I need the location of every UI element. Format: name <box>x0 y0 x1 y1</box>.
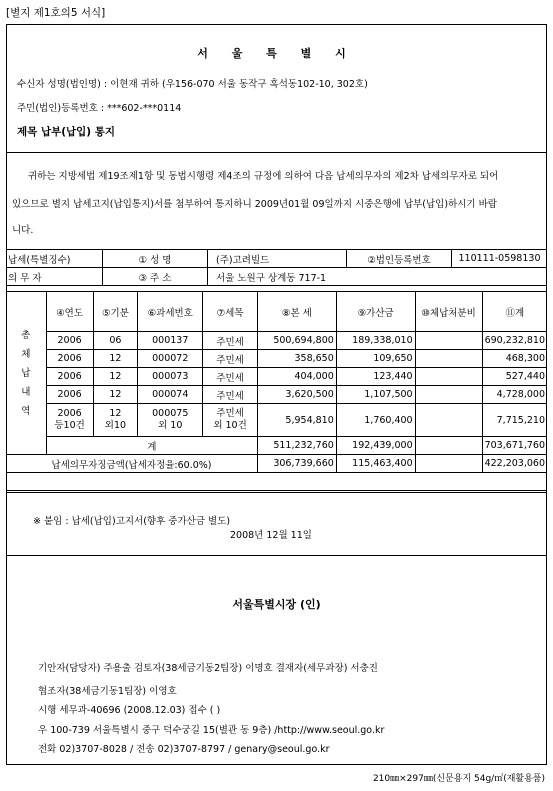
cell-fee <box>415 350 482 368</box>
address-label: ③ 주 소 <box>103 268 208 286</box>
cell-term: 12 <box>93 368 138 386</box>
address-value: 서울 노원구 상계동 717-1 <box>208 268 548 286</box>
col-header: ⑩체납처분비 <box>415 292 482 332</box>
cell-number: 000074 <box>138 386 203 404</box>
cell-term: 12 <box>93 350 138 368</box>
cell-base: 500,694,800 <box>257 332 336 350</box>
taxpayer-table <box>6 249 547 286</box>
side-char: 체 <box>21 348 31 360</box>
sum-fee <box>415 437 482 455</box>
cell-total: 690,232,810 <box>482 332 547 350</box>
cell-fee <box>415 332 482 350</box>
cell-number: 000072 <box>138 350 203 368</box>
number-line: 000075 <box>152 408 189 419</box>
table-row <box>6 386 547 404</box>
cell-item: 주민세 <box>203 332 258 350</box>
cell-base: 358,650 <box>257 350 336 368</box>
paper-spec: 210㎜×297㎜(신문용지 54g/㎡(재활용품) <box>372 774 545 784</box>
col-header: ⑨가산금 <box>336 292 415 332</box>
side-char: 역 <box>21 405 31 417</box>
sum-total: 703,671,760 <box>482 437 547 455</box>
issuer-signature: 서울특별시장 (인) <box>232 598 321 611</box>
taxpayer-label-1: 납세(특별징수) <box>6 250 103 268</box>
corp-number-label: ②법인등록번호 <box>347 250 452 268</box>
cell-year: 2006 <box>46 332 93 350</box>
cell-fee <box>415 404 482 437</box>
col-header: ⑦세목 <box>203 292 258 332</box>
col-header: ⑥과세번호 <box>138 292 203 332</box>
cell-year <box>46 404 93 437</box>
year-line: 2006 <box>57 408 82 419</box>
col-header: ⑤기분 <box>93 292 138 332</box>
side-char: 납 <box>21 367 31 379</box>
issue-date: 2008년 12월 11일 <box>230 530 312 541</box>
form-label: [별지 제1호의5 서식] <box>6 7 106 19</box>
divider <box>6 555 547 556</box>
attachment-note: ※ 붙임 : 납세(납입)고지서(향후 중가산금 별도) <box>33 516 231 527</box>
sum-base: 511,232,760 <box>257 437 336 455</box>
cell-term: 06 <box>93 332 138 350</box>
side-char: 내 <box>21 386 31 398</box>
cell-year: 2006 <box>46 350 93 368</box>
number-line: 외 10 <box>158 420 183 431</box>
cell-total: 527,440 <box>482 368 547 386</box>
cell-year: 2006 <box>46 386 93 404</box>
term-line: 12 <box>109 408 122 419</box>
cell-add: 1,107,500 <box>336 386 415 404</box>
issuer-title: 서 울 특 별 시 <box>197 47 356 60</box>
col-header: ⑪계 <box>482 292 547 332</box>
body-text-3: 니다. <box>12 225 34 236</box>
cell-item <box>203 404 258 437</box>
footer-line-1: 기안자(담당자) 주용출 검토자(38세금기동2팀장) 이명호 결재자(세무과장) 서충진 <box>38 663 378 674</box>
name-label: ① 성 명 <box>103 250 208 268</box>
cell-add: 189,338,010 <box>336 332 415 350</box>
taxpayer-label-2: 의 무 자 <box>6 268 103 286</box>
cell-number <box>138 404 203 437</box>
cell-add: 123,440 <box>336 368 415 386</box>
item-line: 주민세 <box>216 408 244 419</box>
table-row <box>6 350 547 368</box>
sum-row <box>6 437 547 455</box>
due-add: 115,463,400 <box>336 455 415 473</box>
cell-item: 주민세 <box>203 368 258 386</box>
cell-total: 7,715,210 <box>482 404 547 437</box>
table-row <box>6 404 547 437</box>
footer-line-4: 우 100-739 서울특별시 중구 덕수궁길 15(별관 동 9층) /http://www.seoul.go.kr <box>38 725 385 736</box>
side-label <box>6 292 46 455</box>
footer-line-2: 협조자(38세금기동1팀장) 이영호 <box>38 686 177 697</box>
term-line: 외10 <box>104 420 127 431</box>
cell-term <box>93 404 138 437</box>
col-header: ④연도 <box>46 292 93 332</box>
cell-number: 000137 <box>138 332 203 350</box>
double-divider <box>6 490 547 493</box>
cell-fee <box>415 368 482 386</box>
cell-term: 12 <box>93 386 138 404</box>
name-value: (주)고려빌드 <box>208 250 347 268</box>
corp-number-value: 110111-0598130 <box>452 250 548 268</box>
sum-add: 192,439,000 <box>336 437 415 455</box>
cell-item: 주민세 <box>203 386 258 404</box>
cell-number: 000073 <box>138 368 203 386</box>
due-total: 422,203,060 <box>482 455 547 473</box>
due-label: 납세의무자징금액(납세자정율:60.0%) <box>6 455 257 473</box>
col-header: ⑧본 세 <box>257 292 336 332</box>
cell-add: 109,650 <box>336 350 415 368</box>
sum-label: 계 <box>46 437 257 455</box>
cell-total: 468,300 <box>482 350 547 368</box>
subject-line: 제목 납부(납입) 통지 <box>17 126 116 138</box>
cell-fee <box>415 386 482 404</box>
item-line: 외 10건 <box>213 420 247 431</box>
body-text-2: 있으므로 별지 납세고지(납입통지)서를 첨부하여 통지하니 2009년01월 09일까지 시중은행에 납부(납입)하시기 바랍 <box>12 199 497 210</box>
recipient-line: 수신자 성명(법인명) : 이현재 귀하 (우156-070 서울 동작구 흑석동102-10, 302호) <box>17 79 368 90</box>
registration-number: 주민(법인)등록번호 : ***602-***0114 <box>17 103 182 114</box>
cell-total: 4,728,000 <box>482 386 547 404</box>
divider <box>6 152 547 153</box>
footer-line-5: 전화 02)3707-8028 / 전송 02)3707-8797 / genary@seoul.go.kr <box>38 744 330 755</box>
cell-year: 2006 <box>46 368 93 386</box>
table-row <box>6 368 547 386</box>
side-char: 총 <box>21 329 31 341</box>
due-row <box>6 455 547 473</box>
due-fee <box>415 455 482 473</box>
footer-line-3: 시행 세무과-40696 (2008.12.03) 접수 ( ) <box>38 705 221 716</box>
due-base: 306,739,660 <box>257 455 336 473</box>
year-line: 등10건 <box>54 420 85 431</box>
cell-base: 5,954,810 <box>257 404 336 437</box>
cell-item: 주민세 <box>203 350 258 368</box>
table-row <box>6 332 547 350</box>
arrears-table <box>6 291 547 473</box>
cell-add: 1,760,400 <box>336 404 415 437</box>
body-text-1: 귀하는 지방세법 제19조제1항 및 동법시행령 제4조의 규정에 의하여 다음 납세의무자의 제2차 납세의무자로 되어 <box>28 171 499 182</box>
cell-base: 404,000 <box>257 368 336 386</box>
cell-base: 3,620,500 <box>257 386 336 404</box>
